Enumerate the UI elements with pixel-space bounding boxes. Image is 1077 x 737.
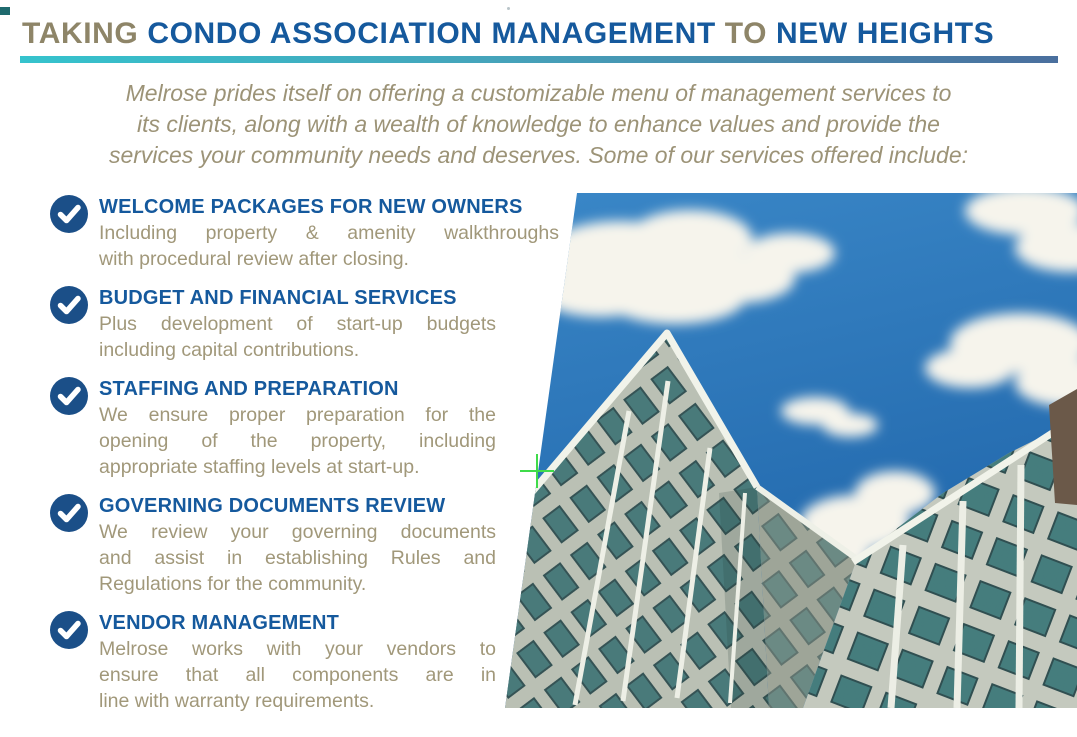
- top-dot: [507, 7, 510, 10]
- check-icon: [50, 377, 88, 415]
- service-item: [50, 493, 580, 597]
- accent-divider: [20, 56, 1058, 63]
- service-desc-line: and assist in establishing Rules and: [99, 547, 496, 569]
- service-desc-line: Regulations for the community.: [99, 573, 367, 595]
- service-title: VENDOR MANAGEMENT: [99, 612, 340, 634]
- service-desc-line: line with warranty requirements.: [99, 690, 375, 712]
- service-desc-line: with procedural review after closing.: [99, 248, 409, 270]
- intro-paragraph: [0, 78, 1077, 171]
- service-item: [50, 376, 580, 480]
- service-title: WELCOME PACKAGES FOR NEW OWNERS: [99, 196, 523, 218]
- check-icon: [50, 494, 88, 532]
- intro-line: services your community needs and deserves. Some of our services offered include:: [108, 142, 969, 168]
- service-title: BUDGET AND FINANCIAL SERVICES: [99, 287, 457, 309]
- services-list: [50, 194, 580, 727]
- service-item: [50, 285, 580, 363]
- service-desc-line: appropriate staffing levels at start-up.: [99, 456, 420, 478]
- corner-mark: [0, 7, 10, 15]
- title-segment: NEW HEIGHTS: [775, 17, 995, 50]
- intro-line: Melrose prides itself on offering a customizable menu of management services to: [125, 80, 952, 106]
- building-photo: [505, 193, 1077, 708]
- check-icon: [50, 195, 88, 233]
- service-item: [50, 194, 580, 272]
- service-desc-line: Including property & amenity walkthroughs: [99, 222, 559, 244]
- check-icon: [50, 286, 88, 324]
- service-desc-line: opening of the property, including: [99, 430, 496, 452]
- title-segment: CONDO ASSOCIATION MANAGEMENT: [147, 17, 716, 50]
- service-item: [50, 610, 580, 714]
- page-title: [22, 17, 1062, 51]
- service-desc-line: Plus development of start-up budgets: [99, 313, 496, 335]
- service-desc-line: We ensure proper preparation for the: [99, 404, 496, 426]
- service-desc-line: ensure that all components are in: [99, 664, 496, 686]
- check-icon: [50, 611, 88, 649]
- service-title: GOVERNING DOCUMENTS REVIEW: [99, 495, 446, 517]
- title-segment: TO: [724, 17, 768, 50]
- service-desc-line: Melrose works with your vendors to: [99, 638, 496, 660]
- service-desc-line: We review your governing documents: [99, 521, 496, 543]
- title-segment: TAKING: [22, 17, 139, 50]
- intro-line: its clients, along with a wealth of knowledge to enhance values and provide the: [137, 111, 940, 137]
- service-desc-line: including capital contributions.: [99, 339, 360, 361]
- service-title: STAFFING AND PREPARATION: [99, 378, 399, 400]
